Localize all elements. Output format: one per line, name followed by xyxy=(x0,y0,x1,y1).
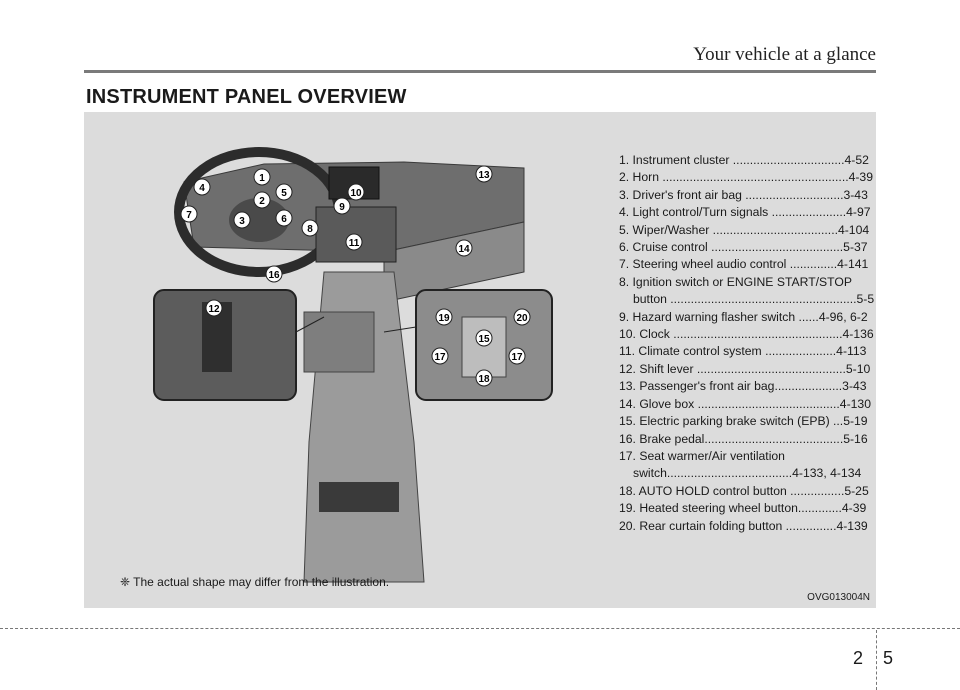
legend-item: 3. Driver's front air bag .............................3-43 xyxy=(619,187,868,202)
svg-text:14: 14 xyxy=(458,244,470,255)
chapter-number: 2 xyxy=(853,648,864,668)
legend-item: 13. Passenger's front air bag....................3-43 xyxy=(619,379,867,394)
callout-1 xyxy=(254,169,270,185)
svg-text:4: 4 xyxy=(199,183,205,194)
legend-item: 7. Steering wheel audio control ..............4-141 xyxy=(619,257,869,272)
callout-5 xyxy=(276,184,292,200)
callout-8 xyxy=(302,220,318,236)
callout-6 xyxy=(276,210,292,226)
callout-7 xyxy=(181,206,197,222)
legend-item: 11. Climate control system .....................4-113 xyxy=(619,344,867,359)
svg-text:8: 8 xyxy=(307,224,313,235)
callout-2 xyxy=(254,192,270,208)
legend-item: 10. Clock ..................................................4-136 xyxy=(619,327,874,342)
callout-18 xyxy=(476,370,492,386)
legend-item-continuation: switch.....................................4-133, 4-134 xyxy=(633,466,862,481)
legend-item xyxy=(619,274,875,309)
callout-11 xyxy=(346,234,362,250)
legend-item: 9. Hazard warning flasher switch ......4-96, 6-2 xyxy=(619,309,868,324)
callout-9 xyxy=(334,198,350,214)
illustration-panel xyxy=(84,112,876,608)
svg-text:5: 5 xyxy=(281,188,287,199)
svg-text:16: 16 xyxy=(268,270,280,281)
callout-17 xyxy=(509,348,525,364)
legend-item-text: 17. Seat warmer/Air ventilation xyxy=(619,448,785,463)
legend-item-text: 8. Ignition switch or ENGINE START/STOP xyxy=(619,274,852,289)
svg-text:6: 6 xyxy=(281,214,287,225)
legend-list xyxy=(619,152,875,535)
svg-text:17: 17 xyxy=(511,352,523,363)
svg-text:12: 12 xyxy=(208,304,220,315)
svg-text:7: 7 xyxy=(186,210,192,221)
legend-item: 20. Rear curtain folding button ...............4-139 xyxy=(619,518,868,533)
page-number: 5 xyxy=(883,648,894,668)
callout-3 xyxy=(234,212,250,228)
callout-15 xyxy=(476,330,492,346)
svg-text:18: 18 xyxy=(478,374,490,385)
legend-item: 15. Electric parking brake switch (EPB) ...5-19 xyxy=(619,414,868,429)
legend-item-continuation: button .......................................................5-5 xyxy=(633,292,875,307)
legend-item: 18. AUTO HOLD control button ................5-25 xyxy=(619,483,869,498)
svg-text:20: 20 xyxy=(516,313,528,324)
page-title: INSTRUMENT PANEL OVERVIEW xyxy=(86,86,407,108)
legend-item: 19. Heated steering wheel button.............4-39 xyxy=(619,501,867,516)
legend-item: 14. Glove box ..........................................4-130 xyxy=(619,396,871,411)
svg-text:2: 2 xyxy=(259,196,265,207)
svg-text:17: 17 xyxy=(434,352,446,363)
callout-12 xyxy=(206,300,222,316)
svg-text:13: 13 xyxy=(478,170,490,181)
callout-16 xyxy=(266,266,282,282)
legend-item: 2. Horn .......................................................4-39 xyxy=(619,170,873,185)
svg-text:11: 11 xyxy=(348,238,360,249)
legend-item: 1. Instrument cluster .................................4-52 xyxy=(619,153,869,167)
callout-19 xyxy=(436,309,452,325)
footer-rule xyxy=(0,628,960,629)
svg-text:19: 19 xyxy=(438,313,450,324)
callout-4 xyxy=(194,179,210,195)
callout-20 xyxy=(514,309,530,325)
callout-14 xyxy=(456,240,472,256)
callout-17 xyxy=(432,348,448,364)
svg-text:15: 15 xyxy=(478,334,490,345)
legend-item: 6. Cruise control .......................................5-37 xyxy=(619,240,868,255)
callout-10 xyxy=(348,184,364,200)
page-divider xyxy=(876,630,877,690)
legend-item xyxy=(619,448,869,483)
svg-text:9: 9 xyxy=(339,202,345,213)
svg-text:10: 10 xyxy=(350,188,362,199)
legend-item: 12. Shift lever ............................................5-10 xyxy=(619,361,871,376)
legend-item: 4. Light control/Turn signals ......................4-97 xyxy=(619,205,871,220)
callout-13 xyxy=(476,166,492,182)
svg-text:3: 3 xyxy=(239,216,245,227)
svg-text:1: 1 xyxy=(259,173,265,184)
legend-item: 16. Brake pedal.........................................5-16 xyxy=(619,431,868,446)
section-title: Your vehicle at a glance xyxy=(693,44,876,65)
image-code: OVG013004N xyxy=(807,592,870,603)
legend-item: 5. Wiper/Washer .....................................4-104 xyxy=(619,222,870,237)
header-rule xyxy=(84,70,876,73)
illustration-note: ❈ The actual shape may differ from the illustration. xyxy=(120,575,390,589)
